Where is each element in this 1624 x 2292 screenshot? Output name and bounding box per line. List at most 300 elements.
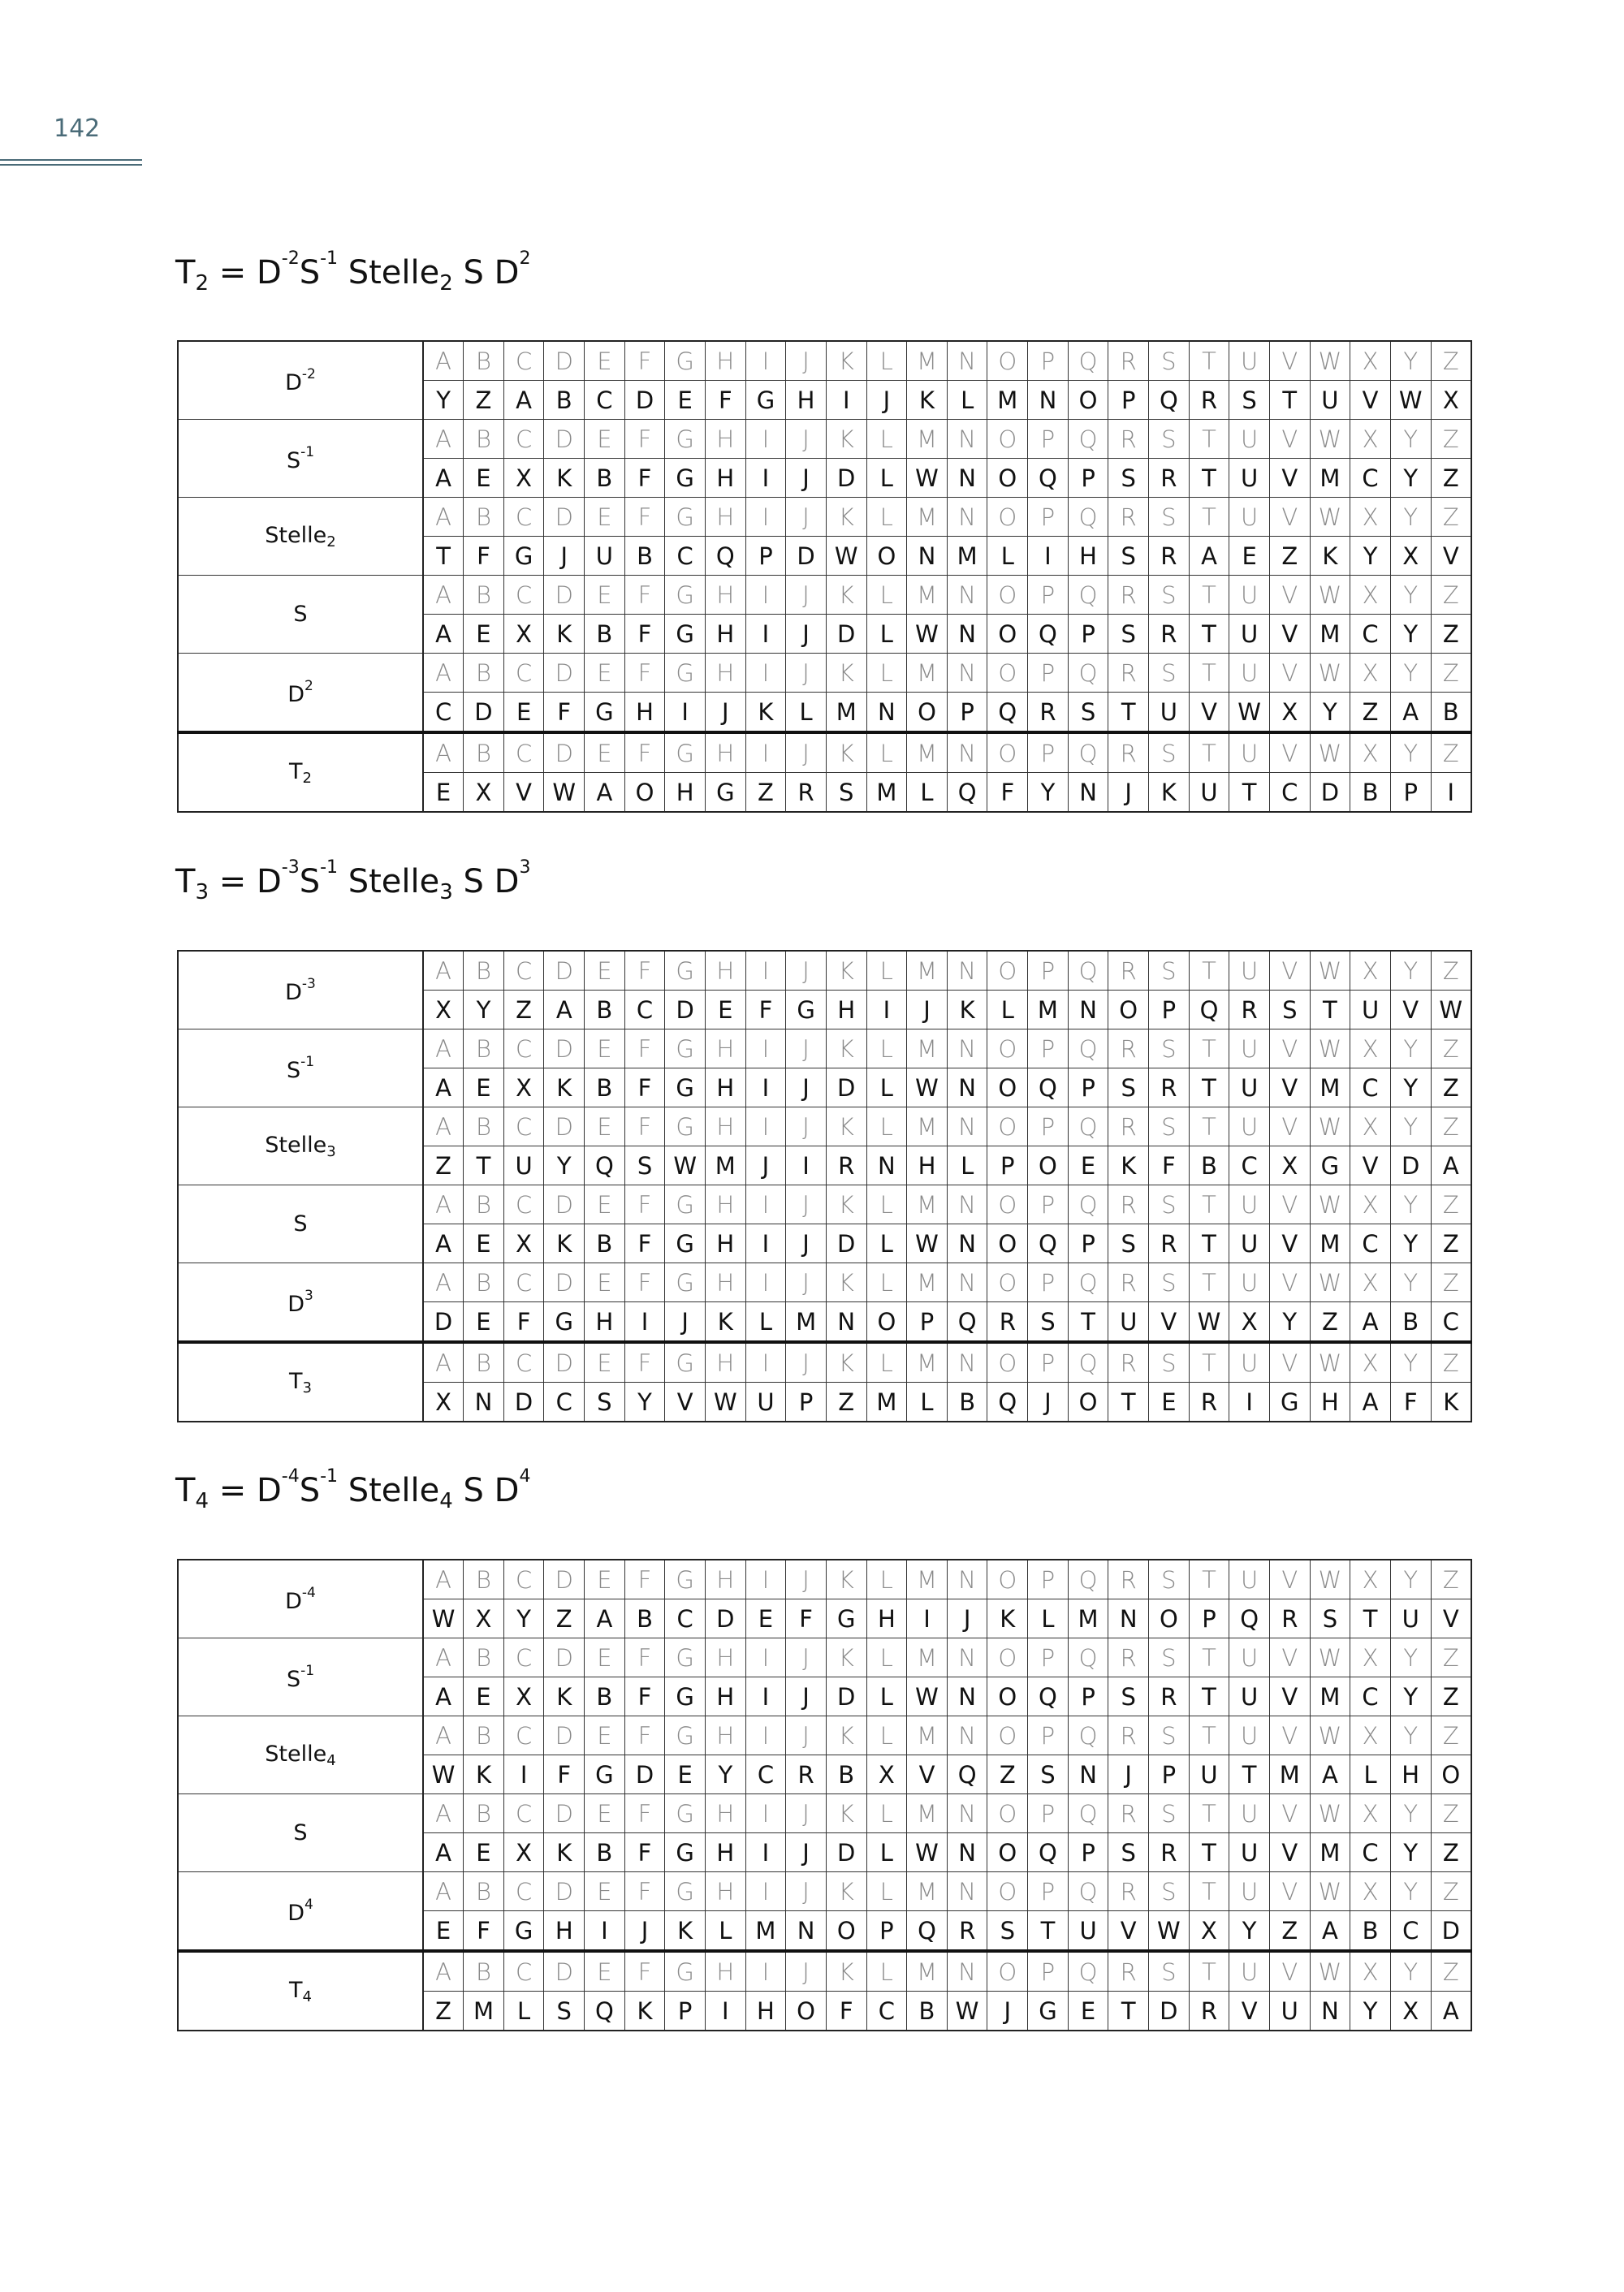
mapped-letter-cell: J	[786, 459, 827, 498]
mapped-letter-cell: K	[544, 459, 585, 498]
mapped-letter-cell: L	[866, 1068, 907, 1107]
row-label-index: 2	[326, 533, 336, 550]
plain-letter-cell: C	[503, 1872, 544, 1911]
mapped-letter-cell: K	[947, 991, 987, 1029]
mapped-letter-cell: O	[987, 1068, 1028, 1107]
mapped-letter-cell: B	[1431, 693, 1471, 733]
plain-letter-cell: N	[947, 420, 987, 459]
plain-letter-cell: K	[826, 1263, 866, 1302]
mapped-letter-cell: B	[585, 1677, 625, 1716]
mapped-letter-cell: N	[947, 459, 987, 498]
mapped-letter-cell: Y	[1390, 1833, 1431, 1872]
plain-letter-cell: F	[624, 1263, 665, 1302]
formula-s: S	[299, 254, 321, 291]
mapped-letter-cell: L	[987, 537, 1028, 576]
plain-letter-cell: J	[786, 1638, 827, 1677]
plain-letter-cell: O	[987, 341, 1028, 381]
mapped-letter-cell: A	[423, 459, 464, 498]
mapped-letter-cell: O	[826, 1911, 866, 1952]
mapped-letter-cell: U	[1108, 1302, 1149, 1343]
mapped-letter-cell: G	[503, 1911, 544, 1952]
mapped-letter-cell: L	[1028, 1599, 1069, 1638]
plain-letter-cell: D	[544, 1951, 585, 1992]
mapped-letter-cell: T	[1108, 1992, 1149, 2031]
mapped-letter-cell: K	[624, 1992, 665, 2031]
row-label-name: T	[289, 1368, 303, 1394]
mapped-letter-cell: V	[1269, 1224, 1310, 1263]
mapped-letter-cell: Q	[1189, 991, 1229, 1029]
plain-letter-cell: K	[826, 498, 866, 537]
mapped-letter-cell: U	[1189, 1755, 1229, 1794]
plain-letter-cell: M	[907, 1185, 948, 1224]
plain-letter-cell: A	[423, 1716, 464, 1755]
mapped-letter-cell: V	[503, 773, 544, 813]
mapped-letter-cell: M	[1310, 1677, 1350, 1716]
plain-letter-cell: U	[1229, 498, 1270, 537]
plain-letter-cell: I	[745, 1872, 786, 1911]
mapped-letter-cell: M	[1310, 1224, 1350, 1263]
plain-letter-cell: Z	[1431, 1560, 1471, 1599]
mapped-letter-cell: Y	[1390, 615, 1431, 654]
mapped-letter-cell: T	[1189, 1833, 1229, 1872]
mapped-letter-cell: H	[585, 1302, 625, 1343]
plain-letter-cell: A	[423, 1263, 464, 1302]
plain-letter-cell: H	[705, 341, 745, 381]
mapped-letter-cell: H	[866, 1599, 907, 1638]
mapped-letter-cell: Z	[423, 1992, 464, 2031]
plain-letter-cell: K	[826, 951, 866, 991]
mapped-letter-cell: O	[1431, 1755, 1471, 1794]
formula-d: D	[494, 254, 520, 291]
mapped-letter-cell: I	[866, 991, 907, 1029]
plain-letter-cell: S	[1149, 1716, 1190, 1755]
mapped-letter-cell: N	[947, 1068, 987, 1107]
plain-letter-cell: V	[1269, 1560, 1310, 1599]
formula-t-index: 3	[195, 880, 209, 904]
mapped-letter-cell: A	[423, 1677, 464, 1716]
plain-letter-cell: G	[665, 1794, 706, 1833]
mapped-letter-cell: B	[585, 459, 625, 498]
mapped-letter-cell: B	[826, 1755, 866, 1794]
mapped-letter-cell: Q	[987, 1383, 1028, 1422]
plain-letter-cell: M	[907, 1872, 948, 1911]
plain-letter-cell: B	[464, 576, 504, 615]
mapped-letter-cell: R	[1189, 1383, 1229, 1422]
plain-letter-cell: G	[665, 341, 706, 381]
mapped-letter-cell: M	[866, 773, 907, 813]
plain-letter-cell: F	[624, 420, 665, 459]
mapped-letter-cell: L	[705, 1911, 745, 1952]
plain-letter-cell: D	[544, 1716, 585, 1755]
mapped-letter-cell: H	[705, 1224, 745, 1263]
formula-s: S	[299, 863, 321, 900]
mapped-letter-cell: P	[907, 1302, 948, 1343]
plain-letter-cell: E	[585, 1263, 625, 1302]
plain-letter-cell: M	[907, 1107, 948, 1146]
plain-letter-cell: L	[866, 1794, 907, 1833]
mapped-letter-cell: A	[1189, 537, 1229, 576]
plain-letter-cell: C	[503, 1716, 544, 1755]
plain-letter-cell: B	[464, 1029, 504, 1068]
plain-letter-cell: E	[585, 1872, 625, 1911]
plain-letter-cell: Z	[1431, 498, 1471, 537]
plain-letter-cell: Q	[1068, 1107, 1108, 1146]
plain-letter-cell: H	[705, 1638, 745, 1677]
plain-letter-cell: T	[1189, 576, 1229, 615]
alphabet-row	[178, 1872, 1471, 1911]
plain-letter-cell: P	[1028, 341, 1069, 381]
row-label-exponent: 2	[304, 677, 313, 694]
plain-letter-cell: R	[1108, 576, 1149, 615]
plain-letter-cell: T	[1189, 654, 1229, 693]
plain-letter-cell: Q	[1068, 951, 1108, 991]
plain-letter-cell: E	[585, 341, 625, 381]
plain-letter-cell: E	[585, 1638, 625, 1677]
formula-d-exponent: 3	[519, 857, 531, 878]
plain-letter-cell: P	[1028, 1107, 1069, 1146]
mapped-letter-cell: R	[1269, 1599, 1310, 1638]
plain-letter-cell: B	[464, 1716, 504, 1755]
mapped-letter-cell: L	[866, 459, 907, 498]
plain-letter-cell: Y	[1390, 576, 1431, 615]
row-label-exponent: -2	[301, 365, 316, 382]
mapped-letter-cell: R	[1149, 459, 1190, 498]
mapped-letter-cell: B	[585, 1068, 625, 1107]
plain-letter-cell: N	[947, 1560, 987, 1599]
plain-letter-cell: U	[1229, 1951, 1270, 1992]
mapped-letter-cell: M	[745, 1911, 786, 1952]
mapped-letter-cell: Z	[423, 1146, 464, 1185]
mapped-letter-cell: B	[907, 1992, 948, 2031]
plain-letter-cell: E	[585, 1560, 625, 1599]
row-label	[178, 498, 423, 576]
mapped-letter-cell: Z	[826, 1383, 866, 1422]
mapped-letter-cell: T	[1189, 615, 1229, 654]
plain-letter-cell: C	[503, 1185, 544, 1224]
plain-letter-cell: Y	[1390, 1029, 1431, 1068]
mapped-letter-cell: X	[1390, 1992, 1431, 2031]
alphabet-row	[178, 498, 1471, 537]
row-label-name: D	[285, 1588, 302, 1614]
plain-letter-cell: U	[1229, 1716, 1270, 1755]
mapped-letter-cell: P	[1068, 1068, 1108, 1107]
plain-letter-cell: G	[665, 1716, 706, 1755]
row-label-name: D	[287, 681, 304, 707]
plain-letter-cell: T	[1189, 420, 1229, 459]
plain-letter-cell: K	[826, 654, 866, 693]
plain-letter-cell: R	[1108, 1263, 1149, 1302]
plain-letter-cell: J	[786, 1107, 827, 1146]
plain-letter-cell: G	[665, 420, 706, 459]
plain-letter-cell: O	[987, 951, 1028, 991]
plain-letter-cell: H	[705, 951, 745, 991]
plain-letter-cell: M	[907, 1342, 948, 1383]
mapped-letter-cell: C	[423, 693, 464, 733]
plain-letter-cell: I	[745, 1342, 786, 1383]
mapped-letter-cell: H	[826, 991, 866, 1029]
page-number: 142	[54, 114, 101, 143]
plain-letter-cell: F	[624, 1638, 665, 1677]
plain-letter-cell: X	[1350, 1794, 1391, 1833]
mapped-letter-cell: N	[866, 1146, 907, 1185]
plain-letter-cell: H	[705, 1951, 745, 1992]
plain-letter-cell: N	[947, 576, 987, 615]
plain-letter-cell: P	[1028, 654, 1069, 693]
mapped-letter-cell: W	[665, 1146, 706, 1185]
plain-letter-cell: P	[1028, 1794, 1069, 1833]
plain-letter-cell: S	[1149, 1872, 1190, 1911]
plain-letter-cell: T	[1189, 341, 1229, 381]
plain-letter-cell: Y	[1390, 1185, 1431, 1224]
mapped-letter-cell: Y	[1028, 773, 1069, 813]
plain-letter-cell: W	[1310, 1638, 1350, 1677]
mapped-letter-cell: U	[1229, 1677, 1270, 1716]
plain-letter-cell: T	[1189, 1872, 1229, 1911]
mapped-letter-cell: E	[423, 773, 464, 813]
mapped-letter-cell: I	[745, 459, 786, 498]
plain-letter-cell: V	[1269, 951, 1310, 991]
plain-letter-cell: X	[1350, 1638, 1391, 1677]
mapped-letter-cell: E	[1149, 1383, 1190, 1422]
mapped-letter-cell: T	[1108, 693, 1149, 733]
plain-letter-cell: K	[826, 420, 866, 459]
formula-t: T	[175, 1472, 196, 1509]
mapped-letter-cell: R	[1149, 1224, 1190, 1263]
mapped-letter-cell: J	[1028, 1383, 1069, 1422]
plain-letter-cell: Y	[1390, 1716, 1431, 1755]
mapped-letter-cell: T	[1310, 991, 1350, 1029]
row-label	[178, 1560, 423, 1638]
plain-letter-cell: E	[585, 1185, 625, 1224]
plain-letter-cell: Q	[1068, 420, 1108, 459]
formula-s: S	[463, 863, 484, 900]
plain-letter-cell: O	[987, 732, 1028, 773]
mapped-letter-cell: Q	[907, 1911, 948, 1952]
plain-letter-cell: X	[1350, 654, 1391, 693]
mapped-letter-cell: Z	[1431, 1068, 1471, 1107]
plain-letter-cell: B	[464, 654, 504, 693]
mapped-letter-cell: O	[1028, 1146, 1069, 1185]
mapped-letter-cell: W	[423, 1599, 464, 1638]
plain-letter-cell: A	[423, 1029, 464, 1068]
mapped-letter-cell: G	[786, 991, 827, 1029]
mapped-letter-cell: M	[1310, 459, 1350, 498]
mapped-letter-cell: L	[745, 1302, 786, 1343]
plain-letter-cell: H	[705, 1342, 745, 1383]
mapped-letter-cell: B	[624, 1599, 665, 1638]
mapped-letter-cell: L	[947, 1146, 987, 1185]
mapped-letter-cell: I	[745, 615, 786, 654]
mapped-letter-cell: C	[1269, 773, 1310, 813]
plain-letter-cell: Y	[1390, 1794, 1431, 1833]
mapped-letter-cell: Q	[947, 1755, 987, 1794]
plain-letter-cell: J	[786, 951, 827, 991]
mapped-letter-cell: A	[1310, 1911, 1350, 1952]
mapped-letter-cell: B	[544, 381, 585, 420]
mapped-letter-cell: C	[544, 1383, 585, 1422]
mapped-letter-cell: A	[1431, 1146, 1471, 1185]
alphabet-row	[178, 1263, 1471, 1302]
mapped-letter-cell: M	[1310, 1833, 1350, 1872]
mapped-letter-cell: G	[665, 1677, 706, 1716]
row-label-name: S	[286, 447, 301, 473]
plain-letter-cell: A	[423, 1560, 464, 1599]
mapped-letter-cell: A	[1350, 1302, 1391, 1343]
plain-letter-cell: J	[786, 732, 827, 773]
mapped-letter-cell: D	[1149, 1992, 1190, 2031]
formula-d: D	[256, 863, 282, 900]
mapped-letter-cell: K	[1431, 1383, 1471, 1422]
plain-letter-cell: J	[786, 576, 827, 615]
mapped-letter-cell: J	[907, 991, 948, 1029]
mapped-letter-cell: J	[947, 1599, 987, 1638]
mapped-letter-cell: F	[624, 1677, 665, 1716]
plain-letter-cell: F	[624, 1342, 665, 1383]
alphabet-row	[178, 1107, 1471, 1146]
plain-letter-cell: P	[1028, 951, 1069, 991]
mapped-letter-cell: D	[1390, 1146, 1431, 1185]
mapped-letter-cell: Z	[987, 1755, 1028, 1794]
mapped-letter-cell: G	[745, 381, 786, 420]
mapped-letter-cell: V	[1390, 991, 1431, 1029]
mapped-letter-cell: A	[585, 773, 625, 813]
mapped-letter-cell: F	[786, 1599, 827, 1638]
mapped-letter-cell: N	[464, 1383, 504, 1422]
plain-letter-cell: I	[745, 1263, 786, 1302]
mapped-letter-cell: Y	[1269, 1302, 1310, 1343]
section-formula	[175, 1468, 530, 1512]
mapped-letter-cell: E	[464, 1224, 504, 1263]
mapped-letter-cell: S	[1028, 1302, 1069, 1343]
mapped-letter-cell: I	[1431, 773, 1471, 813]
mapped-letter-cell: T	[1189, 1068, 1229, 1107]
plain-letter-cell: Y	[1390, 951, 1431, 991]
mapped-letter-cell: N	[1068, 991, 1108, 1029]
mapped-letter-cell: K	[1108, 1146, 1149, 1185]
mapped-letter-cell: Q	[947, 1302, 987, 1343]
plain-letter-cell: Y	[1390, 341, 1431, 381]
plain-letter-cell: D	[544, 654, 585, 693]
mapped-letter-cell: T	[1108, 1383, 1149, 1422]
mapped-letter-cell: J	[786, 615, 827, 654]
formula-d-exponent: -2	[281, 248, 300, 269]
mapped-letter-cell: I	[1028, 537, 1069, 576]
plain-letter-cell: S	[1149, 498, 1190, 537]
permutation-table	[177, 950, 1472, 1422]
mapped-letter-cell: X	[1269, 693, 1310, 733]
mapped-letter-cell: G	[665, 615, 706, 654]
mapped-letter-cell: U	[1229, 1224, 1270, 1263]
plain-letter-cell: X	[1350, 1872, 1391, 1911]
mapped-letter-cell: W	[544, 773, 585, 813]
formula-d: D	[494, 1472, 520, 1509]
mapped-letter-cell: Y	[705, 1755, 745, 1794]
plain-letter-cell: C	[503, 341, 544, 381]
plain-letter-cell: L	[866, 1872, 907, 1911]
mapped-letter-cell: E	[464, 615, 504, 654]
plain-letter-cell: Q	[1068, 654, 1108, 693]
mapped-letter-cell: V	[1269, 1833, 1310, 1872]
plain-letter-cell: R	[1108, 1872, 1149, 1911]
plain-letter-cell: A	[423, 1342, 464, 1383]
plain-letter-cell: D	[544, 1029, 585, 1068]
plain-letter-cell: M	[907, 498, 948, 537]
plain-letter-cell: Z	[1431, 1029, 1471, 1068]
mapped-letter-cell: F	[624, 615, 665, 654]
plain-letter-cell: M	[907, 1638, 948, 1677]
mapped-letter-cell: K	[1310, 537, 1350, 576]
mapped-letter-cell: P	[1390, 773, 1431, 813]
plain-letter-cell: G	[665, 1872, 706, 1911]
plain-letter-cell: K	[826, 1185, 866, 1224]
formula-equals: =	[218, 254, 247, 291]
mapped-letter-cell: P	[1068, 1833, 1108, 1872]
plain-letter-cell: A	[423, 654, 464, 693]
plain-letter-cell: C	[503, 1638, 544, 1677]
row-label	[178, 1107, 423, 1185]
plain-letter-cell: P	[1028, 1560, 1069, 1599]
mapped-letter-cell: E	[665, 1755, 706, 1794]
alphabet-row	[178, 1560, 1471, 1599]
row-label	[178, 420, 423, 498]
plain-letter-cell: G	[665, 498, 706, 537]
mapped-letter-cell: E	[1068, 1146, 1108, 1185]
plain-letter-cell: F	[624, 1560, 665, 1599]
mapped-letter-cell: O	[624, 773, 665, 813]
plain-letter-cell: W	[1310, 1716, 1350, 1755]
plain-letter-cell: S	[1149, 1560, 1190, 1599]
mapped-letter-cell: Q	[987, 693, 1028, 733]
formula-d: D	[256, 254, 282, 291]
plain-letter-cell: J	[786, 1263, 827, 1302]
mapped-letter-cell: Z	[1269, 537, 1310, 576]
plain-letter-cell: M	[907, 951, 948, 991]
plain-letter-cell: M	[907, 341, 948, 381]
plain-letter-cell: Q	[1068, 1263, 1108, 1302]
formula-s-exponent: -1	[320, 248, 339, 269]
plain-letter-cell: A	[423, 1638, 464, 1677]
mapped-letter-cell: P	[1108, 381, 1149, 420]
mapped-letter-cell: P	[1068, 1677, 1108, 1716]
plain-letter-cell: C	[503, 1263, 544, 1302]
mapped-letter-cell: A	[585, 1599, 625, 1638]
plain-letter-cell: B	[464, 1107, 504, 1146]
plain-letter-cell: W	[1310, 1560, 1350, 1599]
plain-letter-cell: H	[705, 1263, 745, 1302]
mapped-letter-cell: C	[1350, 1833, 1391, 1872]
plain-letter-cell: D	[544, 732, 585, 773]
mapped-letter-cell: C	[1431, 1302, 1471, 1343]
mapped-letter-cell: R	[1149, 1677, 1190, 1716]
mapped-letter-cell: C	[585, 381, 625, 420]
plain-letter-cell: L	[866, 1029, 907, 1068]
mapped-letter-cell: S	[624, 1146, 665, 1185]
mapped-letter-cell: V	[1269, 615, 1310, 654]
mapped-letter-cell: X	[1390, 537, 1431, 576]
mapped-letter-cell: F	[826, 1992, 866, 2031]
alphabet-row	[178, 951, 1471, 991]
plain-letter-cell: D	[544, 576, 585, 615]
plain-letter-cell: S	[1149, 576, 1190, 615]
plain-letter-cell: K	[826, 1107, 866, 1146]
row-label-name: S	[286, 1666, 301, 1692]
plain-letter-cell: N	[947, 1716, 987, 1755]
plain-letter-cell: P	[1028, 1342, 1069, 1383]
mapped-letter-cell: V	[665, 1383, 706, 1422]
plain-letter-cell: I	[745, 951, 786, 991]
mapped-letter-cell: N	[1068, 1755, 1108, 1794]
mapped-letter-cell: L	[907, 773, 948, 813]
